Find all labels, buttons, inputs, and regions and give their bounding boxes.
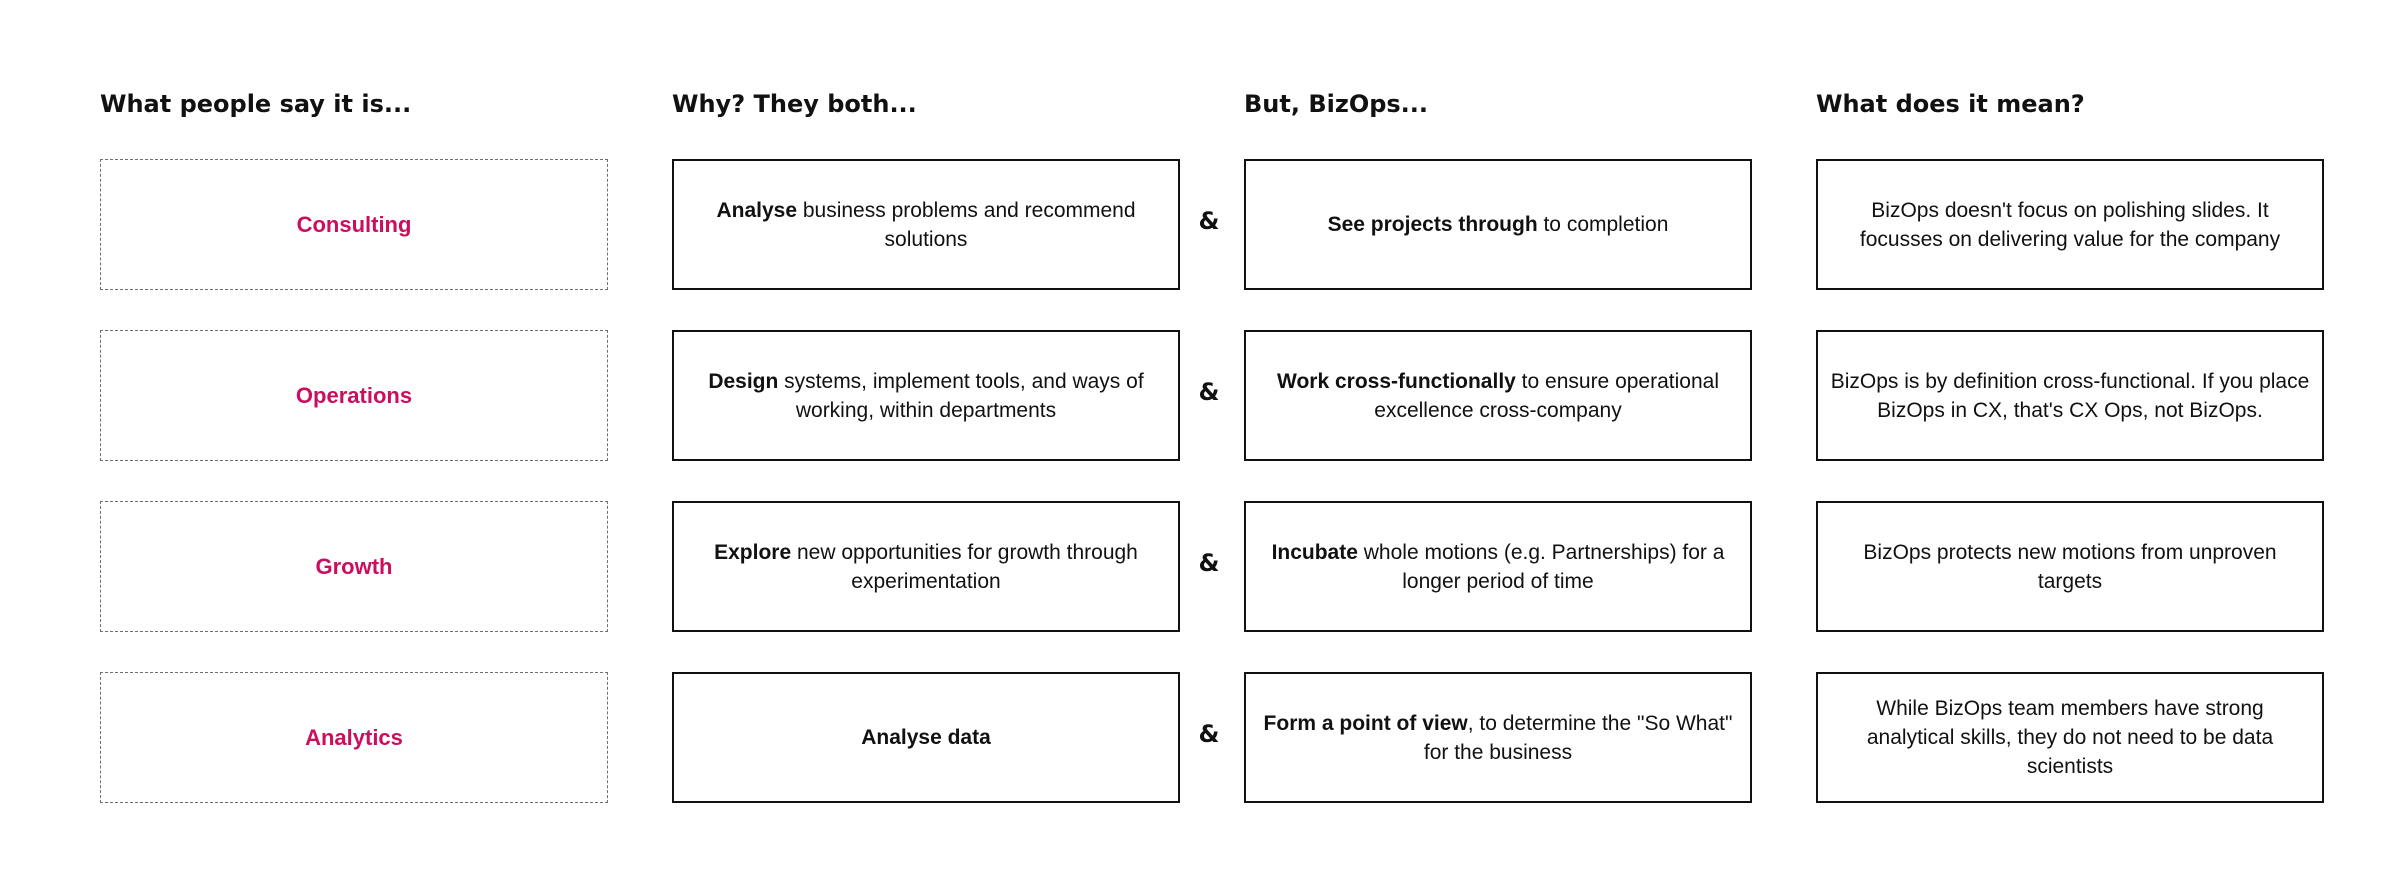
bizops-text-rest: whole motions (e.g. Partnerships) for a longer period of time bbox=[1357, 540, 1725, 593]
both-box-operations bbox=[672, 330, 1180, 461]
bizops-text-bold: Incubate bbox=[1271, 540, 1358, 564]
meaning-text: While BizOps team members have strong analytical skills, they do not need to be data scientists bbox=[1866, 697, 2274, 778]
meaning-box-growth bbox=[1816, 501, 2324, 632]
ampersand-connector: & bbox=[1198, 549, 1220, 577]
category-label: Growth bbox=[315, 554, 393, 579]
bizops-text-rest: to completion bbox=[1537, 213, 1669, 236]
bizops-text-bold: Form a point of view bbox=[1263, 711, 1468, 735]
both-text-rest: systems, implement tools, and ways of working, within departments bbox=[778, 369, 1144, 422]
ampersand-connector: & bbox=[1198, 720, 1220, 748]
both-text-rest: new opportunities for growth through experimentation bbox=[791, 540, 1138, 593]
bizops-box-analytics bbox=[1244, 672, 1752, 803]
meaning-text: BizOps doesn't focus on polishing slides. It focusses on delivering value for the company bbox=[1859, 198, 2281, 251]
both-text bbox=[686, 367, 1166, 425]
both-text-bold: Analyse bbox=[716, 198, 798, 222]
meaning-box-consulting bbox=[1816, 159, 2324, 290]
category-box-consulting bbox=[100, 159, 608, 290]
both-text bbox=[686, 538, 1166, 596]
category-label: Analytics bbox=[305, 725, 403, 750]
category-box-growth bbox=[100, 501, 608, 632]
both-box-analytics bbox=[672, 672, 1180, 803]
category-label: Operations bbox=[295, 383, 413, 408]
bizops-text-bold: Work cross-functionally bbox=[1277, 369, 1516, 393]
bizops-text bbox=[1258, 709, 1738, 767]
bizops-text-bold: See projects through bbox=[1327, 213, 1538, 236]
meaning-text: BizOps protects new motions from unproven targets bbox=[1863, 540, 2277, 593]
bizops-text-rest: to ensure operational excellence cross-company bbox=[1374, 369, 1719, 422]
bizops-text bbox=[1258, 538, 1738, 596]
header-what-people-say: What people say it is... bbox=[100, 90, 412, 118]
bizops-box-growth bbox=[1244, 501, 1752, 632]
bizops-box-operations bbox=[1244, 330, 1752, 461]
bizops-text bbox=[1258, 367, 1738, 425]
category-label: Consulting bbox=[296, 212, 412, 237]
both-text-bold: Analyse data bbox=[861, 726, 991, 749]
ampersand-connector: & bbox=[1198, 207, 1220, 235]
meaning-box-analytics bbox=[1816, 672, 2324, 803]
ampersand-connector: & bbox=[1198, 378, 1220, 406]
category-box-operations bbox=[100, 330, 608, 461]
meaning-text: BizOps is by definition cross-functional. If you place BizOps in CX, that's CX Ops, not BizOps. bbox=[1830, 369, 2310, 422]
header-but-bizops: But, BizOps... bbox=[1244, 90, 1429, 118]
both-text-bold: Design bbox=[708, 369, 779, 393]
bizops-text bbox=[1328, 210, 1669, 239]
both-box-consulting bbox=[672, 159, 1180, 290]
both-text-rest: business problems and recommend solutions bbox=[797, 198, 1136, 251]
both-text bbox=[861, 723, 991, 752]
both-text-bold: Explore bbox=[714, 540, 792, 564]
bizops-text-rest: , to determine the "So What" for the business bbox=[1423, 711, 1733, 764]
meaning-box-operations bbox=[1816, 330, 2324, 461]
header-why-they-both: Why? They both... bbox=[672, 90, 917, 118]
both-box-growth bbox=[672, 501, 1180, 632]
both-text bbox=[686, 196, 1166, 254]
header-what-does-it-mean: What does it mean? bbox=[1816, 90, 2085, 118]
bizops-box-consulting bbox=[1244, 159, 1752, 290]
category-box-analytics bbox=[100, 672, 608, 803]
